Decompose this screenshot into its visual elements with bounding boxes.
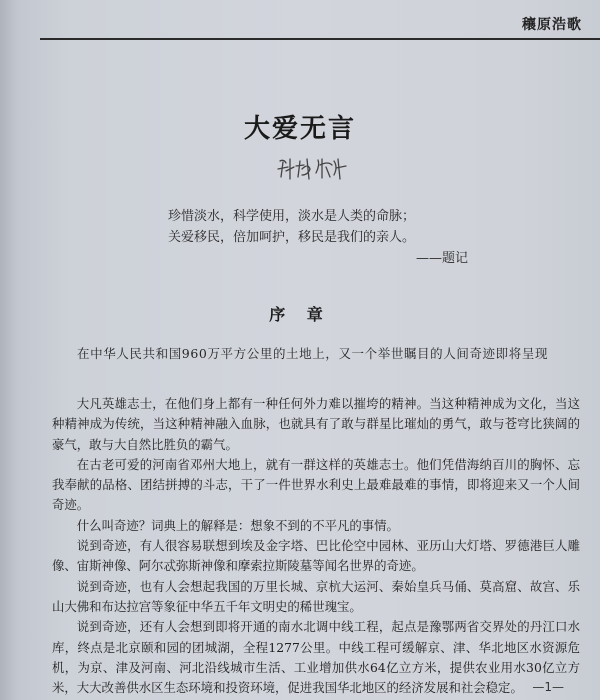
paragraph: 说到奇迹，还有人会想到即将开通的南水北调中线工程，起点是豫鄂两省交界处的丹江口水库，终点是北京颐和园的团城湖，全程1277公里。中线工程可缓解京、津、华北地区水资源危机，为京、津及河南、河北沿线城市生活、工业增加供水64亿立方米，提供农业用水30亿立方米，大大改善供水区生态环境和投资环境，促进我国华北地区的经济发展和社会稳定。 bbox=[52, 619, 580, 696]
paragraph: 在古老可爱的河南省邓州大地上，就有一群这样的英雄志士。他们凭借海纳百川的胸怀、忘我奉献的品格、团结拼搏的斗志，干了一件世界水利史上最难最难的事情，即将迎来又一个人间奇迹。 bbox=[52, 456, 580, 513]
epigraph-line: 珍惜淡水，科学使用，淡水是人类的命脉； bbox=[168, 209, 416, 224]
running-header: 穰原浩歌 bbox=[522, 17, 582, 33]
paragraph: 说到奇迹，也有人会想起我国的万里长城、京杭大运河、秦始皇兵马俑、莫高窟、故宫、乐山大佛和布达拉宫等象征中华五千年文明史的稀世瑰宝。 bbox=[52, 578, 580, 614]
section-title: 序 章 bbox=[269, 305, 331, 324]
intro-paragraph bbox=[52, 344, 578, 364]
article-title: 大爱无言 bbox=[243, 114, 356, 144]
paragraph: 什么叫奇迹？词典上的解释是：想象不到的不平凡的事情。 bbox=[76, 517, 399, 533]
epigraph-attribution: ——题记 bbox=[415, 251, 468, 266]
epigraph-line: 关爱移民，倍加呵护，移民是我们的亲人。 bbox=[168, 230, 416, 245]
page-number: —1— bbox=[532, 680, 564, 694]
intro-text: 在中华人民共和国960万平方公里的土地上，又一个举世瞩目的人间奇迹即将呈现 bbox=[77, 346, 549, 361]
author-signature bbox=[274, 153, 354, 183]
epigraph bbox=[168, 206, 488, 269]
paragraph: 大凡英雄志士，在他们身上都有一种任何外力难以摧垮的精神。当这种精神成为文化，当这种精神成为传统，当这种精神融入血脉，也就具有了敢与群星比璀灿的勇气，敢与苍穹比狭阔的豪气，敢与大自然比胜负的霸气。 bbox=[52, 396, 580, 452]
body-text bbox=[52, 394, 580, 698]
header-rule bbox=[40, 38, 600, 40]
paragraph: 说到奇迹，有人很容易联想到埃及金字塔、巴比伦空中园林、亚历山大灯塔、罗德港巨人雕像、宙斯神像、阿尔忒弥斯神像和摩索拉斯陵墓等闻名世界的奇迹。 bbox=[52, 538, 580, 574]
